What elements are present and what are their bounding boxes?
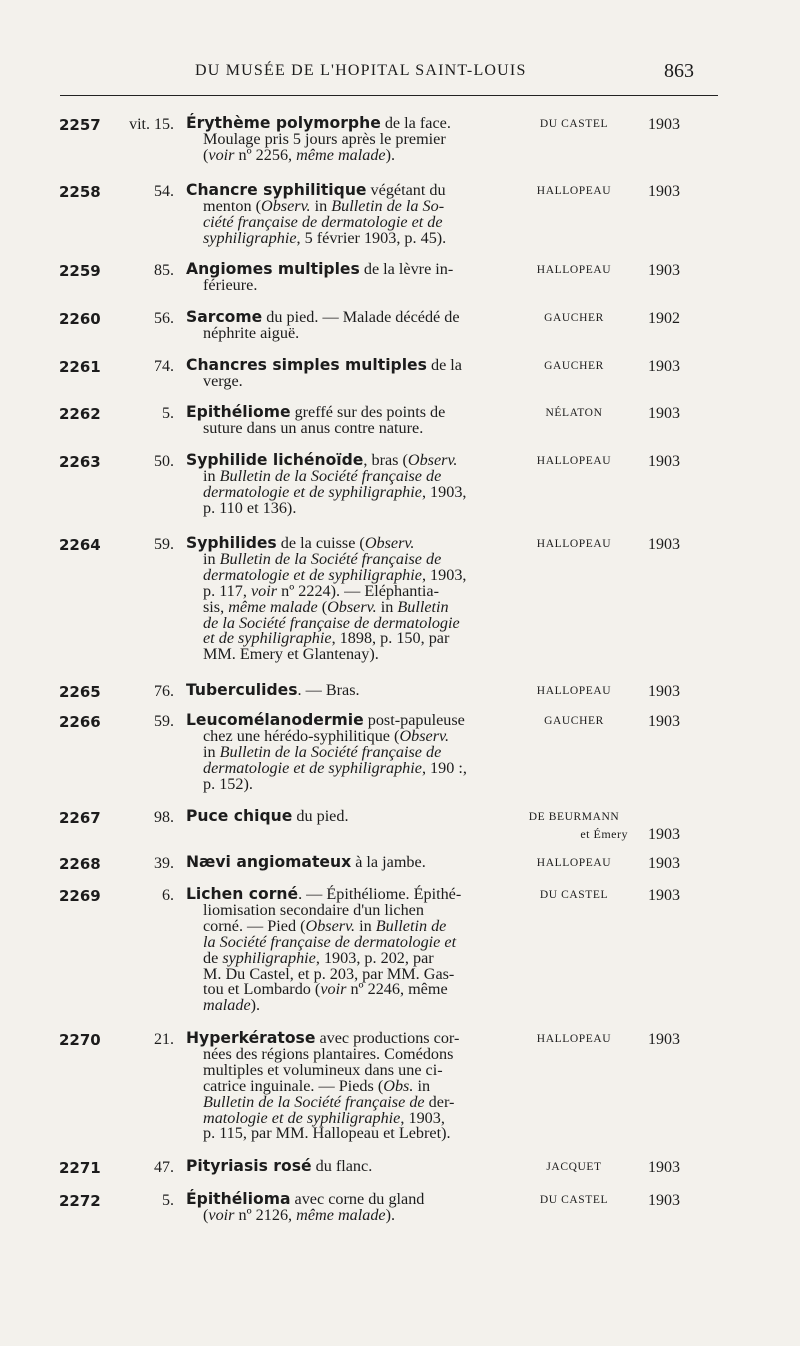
entry-author: GAUCHER: [544, 715, 604, 727]
entry-text: de la cuisse (Observ.: [276, 534, 415, 552]
entry-volume: 74.: [154, 358, 174, 375]
entry-text-line: ciété française de dermatologie et de: [203, 212, 443, 231]
entry-text-line: de la Société française de dermatologie: [203, 613, 460, 632]
page-number: 863: [664, 60, 694, 82]
entry-description: [186, 310, 514, 342]
entry-text-line: (voir nº 2256, même malade).: [203, 145, 396, 164]
entry-text-line: liomisation secondaire d'un lichen: [203, 900, 424, 919]
entry-number: 2260: [59, 310, 101, 328]
entry-year: 1903: [648, 887, 680, 904]
entry-text: greffé sur des points de: [290, 403, 446, 421]
entry-volume: 56.: [154, 310, 174, 327]
entry-year: 1903: [648, 855, 680, 872]
entry-text-line: corné. — Pied (Observ. in Bulletin de: [203, 916, 447, 935]
entry-text-line: in Bulletin de la Société française de: [203, 549, 442, 568]
header-rule: [60, 95, 718, 96]
entry-number: 2264: [59, 536, 101, 554]
entry-text-line: tou et Lombardo (voir nº 2246, même: [203, 980, 448, 999]
entry-author: DU CASTEL: [539, 889, 609, 901]
entry-text-line: M. Du Castel, et p. 203, par MM. Gas-: [203, 964, 455, 983]
entry-author: HALLOPEAU: [536, 1033, 612, 1045]
entry-text-line: matologie et de syphiligraphie, 1903,: [203, 1108, 445, 1127]
entry-text-line: chez une hérédo-syphilitique (Observ.: [203, 726, 450, 745]
entry-year: 1903: [648, 826, 680, 843]
entry-text: post-papuleuse: [363, 711, 465, 729]
entry-text-line: p. 117, voir nº 2224). — Eléphantia-: [203, 581, 439, 600]
entry-number: 2257: [59, 116, 101, 134]
entry-text: avec corne du gland: [290, 1190, 425, 1208]
entry-text-line: nées des régions plantaires. Comédons: [203, 1044, 454, 1063]
entry-text: de la: [426, 356, 462, 374]
entry-text-line: catrice inguinale. — Pieds (Obs. in: [203, 1076, 431, 1095]
entry-year: 1903: [648, 262, 680, 279]
entry-author: HALLOPEAU: [536, 538, 612, 550]
entry-author: DU CASTEL: [539, 118, 609, 130]
entry-coauthor: et Émery: [580, 827, 628, 841]
entry-number: 2265: [59, 683, 101, 701]
entry-volume: 47.: [154, 1159, 174, 1176]
entry-description: [186, 809, 514, 825]
entry-text-line: suture dans un anus contre nature.: [203, 418, 424, 437]
entry-title: Sarcome: [186, 308, 263, 326]
entry-volume: 59.: [154, 536, 174, 553]
entry-author: HALLOPEAU: [536, 685, 612, 697]
entry-author: GAUCHER: [544, 360, 604, 372]
entry-text-line: in Bulletin de la Société française de: [203, 466, 442, 485]
entry-text: du pied.: [292, 807, 349, 825]
entry-number: 2263: [59, 453, 101, 471]
entry-number: 2258: [59, 183, 101, 201]
entry-description: [186, 262, 514, 294]
entry-volume: 6.: [162, 887, 174, 904]
entry-title: Tuberculides: [186, 681, 298, 699]
entry-volume: 39.: [154, 855, 174, 872]
entry-year: 1903: [648, 1192, 680, 1209]
entry-title: Épithélioma: [186, 1190, 291, 1208]
entry-title: Hyperkératose: [186, 1029, 316, 1047]
entry-title: Nævi angiomateux: [186, 853, 352, 871]
entry-text-line: dermatologie et de syphiligraphie, 1903,: [203, 482, 467, 501]
entry-text-line: (voir nº 2126, même malade).: [203, 1205, 396, 1224]
entry-number: 2269: [59, 887, 101, 905]
entry-year: 1903: [648, 453, 680, 470]
entry-title: Lichen corné: [186, 885, 299, 903]
entry-text-line: in Bulletin de la Société française de: [203, 742, 442, 761]
entry-year: 1902: [648, 310, 680, 327]
entry-year: 1903: [648, 536, 680, 553]
entry-description: [186, 1159, 514, 1175]
entry-description: [186, 358, 514, 390]
running-title: DU MUSÉE DE L'HOPITAL SAINT-LOUIS: [195, 62, 527, 79]
entry-title: Puce chique: [186, 807, 293, 825]
entry-volume: 59.: [154, 713, 174, 730]
entry-text-line: et de syphiligraphie, 1898, p. 150, par: [203, 629, 450, 648]
entry-text: . — Bras.: [297, 681, 360, 699]
entry-text: à la jambe.: [351, 853, 426, 871]
entry-description: [186, 887, 514, 1014]
entry-title: Pityriasis rosé: [186, 1157, 312, 1175]
entry-year: 1903: [648, 183, 680, 200]
entry-text-line: dermatologie et de syphiligraphie, 190 :,: [203, 758, 467, 777]
entry-year: 1903: [648, 1031, 680, 1048]
entry-text-line: férieure.: [203, 275, 258, 294]
entry-volume: 54.: [154, 183, 174, 200]
entry-description: [186, 713, 514, 793]
entry-number: 2267: [59, 809, 101, 827]
entry-volume: 85.: [154, 262, 174, 279]
entry-title: Angiomes multiples: [186, 260, 360, 278]
entry-description: [186, 1192, 514, 1224]
entry-text: avec productions cor-: [315, 1029, 460, 1047]
entry-volume: 21.: [154, 1031, 174, 1048]
entry-text-line: néphrite aiguë.: [203, 323, 300, 342]
entry-title: Chancres simples multiples: [186, 356, 427, 374]
entry-volume: 98.: [154, 809, 174, 826]
entry-number: 2268: [59, 855, 101, 873]
entry-description: [186, 405, 514, 437]
entry-author: DE BEURMANN: [528, 811, 620, 823]
entry-number: 2271: [59, 1159, 101, 1177]
entry-text-line: Bulletin de la Société française de der-: [203, 1092, 455, 1111]
running-header: [0, 58, 800, 88]
entry-text: . — Épithéliome. Épithé-: [298, 885, 462, 903]
entry-number: 2261: [59, 358, 101, 376]
entry-text-line: menton (Observ. in Bulletin de la So-: [203, 196, 445, 215]
entry-author: HALLOPEAU: [536, 455, 612, 467]
entry-volume: 50.: [154, 453, 174, 470]
entry-year: 1903: [648, 683, 680, 700]
entry-author: GAUCHER: [544, 312, 604, 324]
entry-title: Syphilide lichénoïde: [186, 451, 364, 469]
entry-description: [186, 183, 514, 247]
entry-text-line: p. 110 et 136).: [203, 498, 297, 517]
entry-description: [186, 855, 514, 871]
entry-year: 1903: [648, 116, 680, 133]
entry-year: 1903: [648, 1159, 680, 1176]
entry-text-line: Moulage pris 5 jours après le premier: [203, 129, 446, 148]
entry-title: Epithéliome: [186, 403, 291, 421]
entry-text-line: la Société française de dermatologie et: [203, 932, 457, 951]
entry-year: 1903: [648, 358, 680, 375]
entry-author: NÉLATON: [545, 407, 603, 419]
entry-volume: 5.: [162, 1192, 174, 1209]
entry-author: HALLOPEAU: [536, 264, 612, 276]
entry-title: Leucomélanodermie: [186, 711, 364, 729]
entry-text-line: dermatologie et de syphiligraphie, 1903,: [203, 565, 467, 584]
entry-title: Syphilides: [186, 534, 277, 552]
entry-text-line: p. 152).: [203, 774, 253, 793]
entry-author: DU CASTEL: [539, 1194, 609, 1206]
entry-text: du flanc.: [311, 1157, 373, 1175]
entry-text-line: syphiligraphie, 5 février 1903, p. 45).: [203, 228, 447, 247]
entry-text-line: sis, même malade (Observ. in Bulletin: [203, 597, 449, 616]
entry-number: 2270: [59, 1031, 101, 1049]
entry-volume: 76.: [154, 683, 174, 700]
entry-text: du pied. — Malade décédé de: [262, 308, 460, 326]
entry-description: [186, 116, 514, 164]
entry-text-line: verge.: [203, 371, 243, 390]
entry-title: Chancre syphilitique: [186, 181, 367, 199]
entry-description: [186, 453, 514, 517]
entry-title: Érythème polymorphe: [186, 114, 381, 132]
entry-volume: 5.: [162, 405, 174, 422]
entry-number: 2259: [59, 262, 101, 280]
entry-year: 1903: [648, 713, 680, 730]
entry-volume: vit. 15.: [129, 116, 174, 133]
entry-description: [186, 683, 514, 699]
entry-number: 2262: [59, 405, 101, 423]
entry-description: [186, 1031, 514, 1142]
entry-author: HALLOPEAU: [536, 857, 612, 869]
entry-text-line: p. 115, par MM. Hallopeau et Lebret).: [203, 1124, 451, 1143]
entry-description: [186, 536, 514, 663]
entry-author: JACQUET: [546, 1161, 602, 1173]
entry-text: végétant du: [366, 181, 446, 199]
entry-text-line: malade).: [203, 996, 261, 1015]
entry-text: de la face.: [380, 114, 451, 132]
entry-text-line: de syphiligraphie, 1903, p. 202, par: [203, 948, 434, 967]
entry-author: HALLOPEAU: [536, 185, 612, 197]
entry-text: , bras (Observ.: [363, 451, 458, 469]
entry-number: 2272: [59, 1192, 101, 1210]
entry-year: 1903: [648, 405, 680, 422]
entry-text-line: MM. Emery et Glantenay).: [203, 645, 379, 664]
entry-text-line: multiples et volumineux dans une ci-: [203, 1060, 443, 1079]
entry-text: de la lèvre in-: [359, 260, 454, 278]
entry-number: 2266: [59, 713, 101, 731]
